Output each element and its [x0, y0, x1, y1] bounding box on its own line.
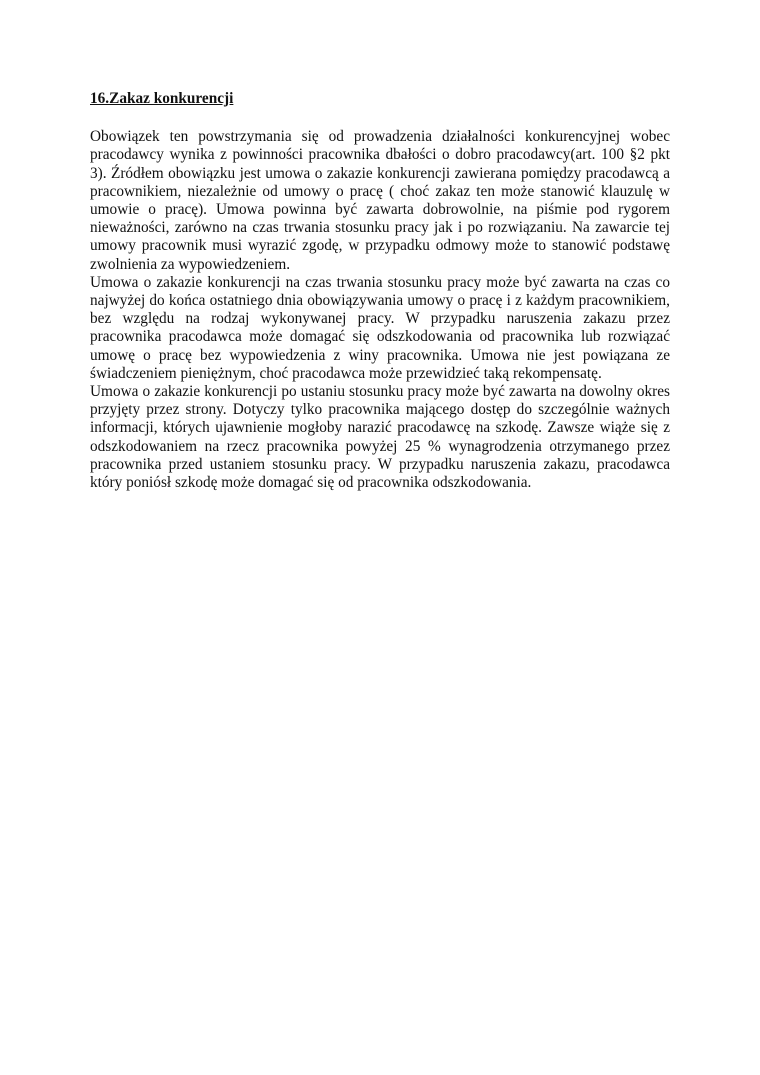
paragraph-after-employment: Umowa o zakazie konkurencji po ustaniu stosunku pracy może być zawarta na dowolny okres przyjęty przez strony. Dotyczy tylko pracownika mającego dostęp do szczególnie ważnych informacji, których ujawnienie mogłoby narazić pracodawcę na szkodę. Zawsze wiąże się z odszkodowaniem na rzecz pracownika powyżej 25 % wynagrodzenia otrzymanego przez pracownika przed ustaniem stosunku pracy. W przypadku naruszenia zakazu, pracodawca który poniósł szkodę może domagać się od pracownika odszkodowania. [90, 383, 670, 492]
section-heading: 16.Zakaz konkurencji [90, 90, 234, 107]
paragraph-during-employment: Umowa o zakazie konkurencji na czas trwania stosunku pracy może być zawarta na czas co najwyżej do końca ostatniego dnia obowiązywania umowy o pracę i z każdym pracownikiem, bez względu na rodzaj wykonywanej pracy. W przypadku naruszenia zakazu przez pracownika pracodawca może domagać się odszkodowania od pracownika lub rozwiązać umowę o pracę bez wypowiedzenia z winy pracownika. Umowa nie jest powiązana ze świadczeniem pieniężnym, choć pracodawca może przewidzieć taką rekompensatę. [90, 273, 670, 382]
document-body [90, 90, 670, 492]
paragraph-intro: Obowiązek ten powstrzymania się od prowadzenia działalności konkurencyjnej wobec pracodawcy wynika z powinności pracownika dbałości o dobro pracodawcy(art. 100 §2 pkt 3). Źródłem obowiązku jest umowa o zakazie konkurencji zawierana pomiędzy pracodawcą a pracownikiem, niezależnie od umowy o pracę ( choć zakaz ten może stanowić klauzulę w umowie o pracę). Umowa powinna być zawarta dobrowolnie, na piśmie pod rygorem nieważności, zarówno na czas trwania stosunku pracy jak i po rozwiązaniu. Na zawarcie tej umowy pracownik musi wyrazić zgodę, w przypadku odmowy może to stanowić podstawę zwolnienia za wypowiedzeniem. [90, 128, 670, 273]
